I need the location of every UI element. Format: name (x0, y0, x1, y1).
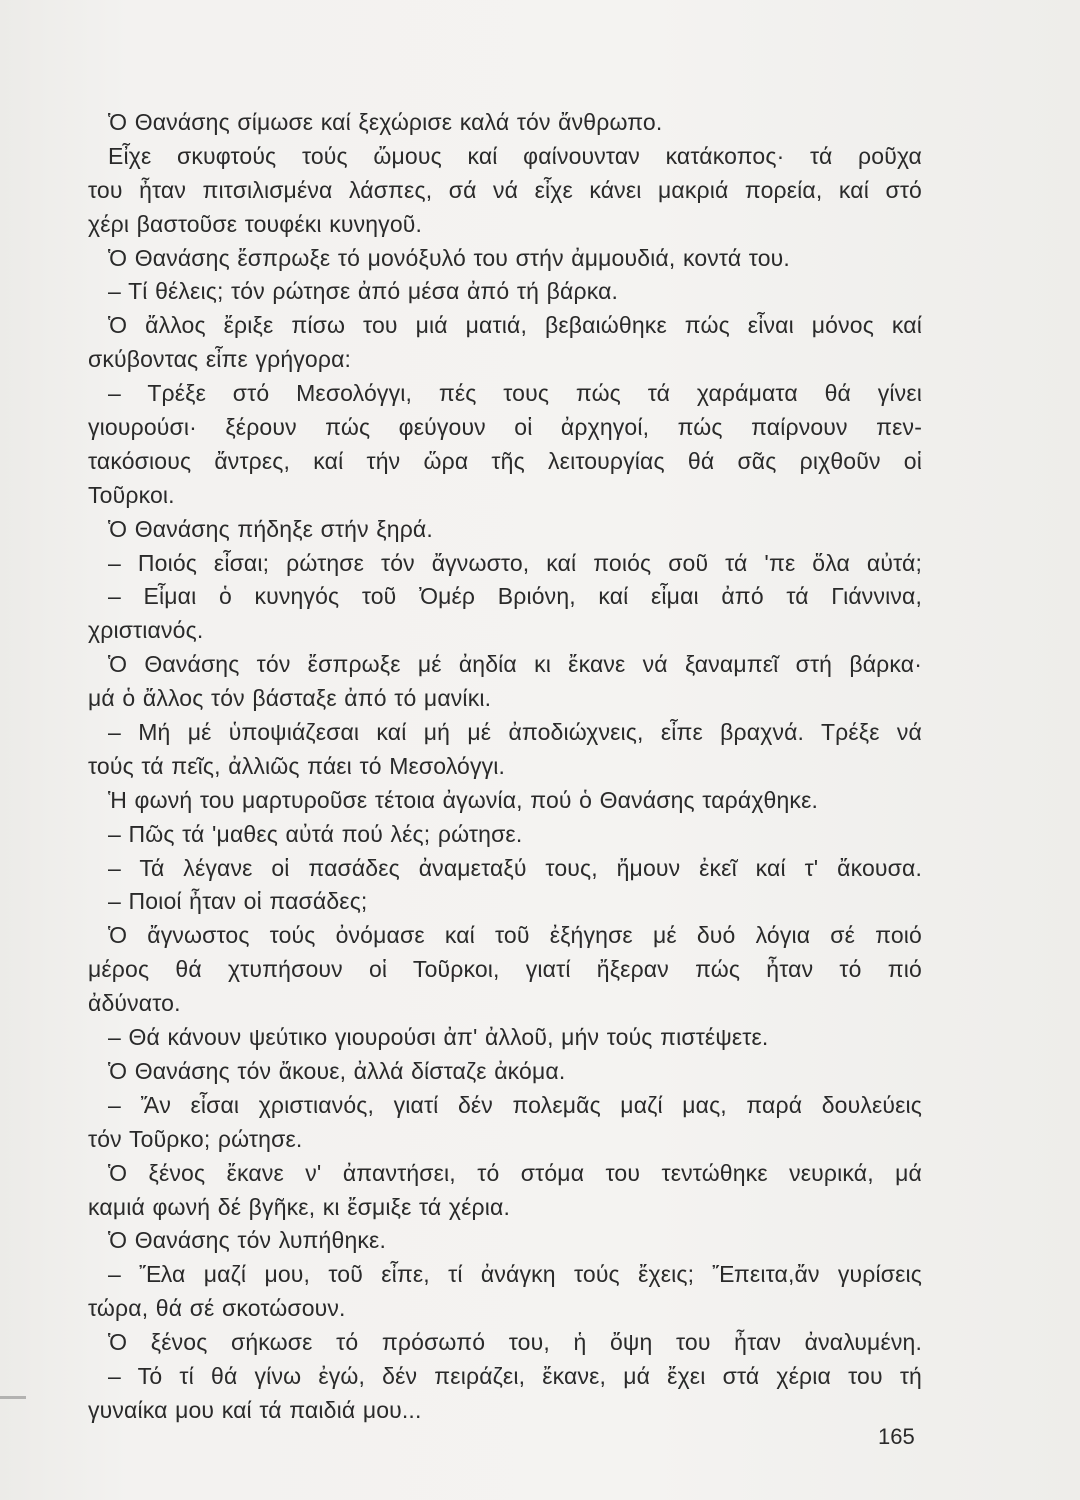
text-line: Ὁ Θανάσης σίμωσε καί ξεχώρισε καλά τόν ἄνθρωπο. (108, 109, 663, 135)
text-line: γυναίκα μου καί τά παιδιά μου... (88, 1396, 422, 1423)
text-line: τόν Τοῦρκο; ρώτησε. (88, 1125, 303, 1152)
text-line: Ὁ ἄλλος ἔριξε πίσω του μιά ματιά, βεβαιώθηκε πώς εἶναι μόνος καί (108, 312, 922, 339)
text-line: – Τό τί θά γίνω ἐγώ, δέν πειράζει, ἔκανε, μά ἔχει στά χέρια του τή (108, 1362, 922, 1389)
text-line: χριστιανός. (88, 617, 204, 644)
text-line: Ὁ ξένος ἔκανε ν' ἀπαντήσει, τό στόμα του τεντώθηκε νευρικά, μά (108, 1159, 922, 1186)
text-line: Εἶχε σκυφτούς τούς ὤμους καί φαίνουνταν κατάκοπος· τά ροῦχα (108, 142, 922, 169)
text-line: Ὁ Θανάσης τόν λυπήθηκε. (108, 1227, 386, 1254)
margin-mark (0, 1396, 26, 1399)
text-line: τακόσιους ἄντρες, καί τήν ὥρα τῆς λειτουργίας θά σᾶς ριχθοῦν οἱ (88, 447, 922, 474)
text-line: – Ποιοί ἦταν οἱ πασάδες; (108, 888, 368, 915)
text-line: – Ἔλα μαζί μου, τοῦ εἶπε, τί ἀνάγκη τούς ἔχεις; Ἔπειτα,ἄν γυρίσεις (108, 1261, 922, 1288)
text-line: τώρα, θά σέ σκοτώσουν. (88, 1295, 346, 1322)
text-line: Ὁ Θανάσης ἔσπρωξε τό μονόξυλό του στήν ἀμμουδιά, κοντά του. (108, 244, 790, 271)
text-line: Ἡ φωνή του μαρτυροῦσε τέτοια ἀγωνία, πού ὁ Θανάσης ταράχθηκε. (108, 786, 819, 813)
page-number: 165 (878, 1424, 915, 1449)
text-line: – Τρέξε στό Μεσολόγγι, πές τους πώς τά χαράματα θά γίνει (108, 380, 922, 407)
text-line: – Πῶς τά 'μαθες αὐτά πού λές; ρώτησε. (108, 820, 523, 847)
text-line: μά ὁ ἄλλος τόν βάσταξε ἀπό τό μανίκι. (88, 685, 492, 712)
text-line: Ὁ Θανάσης τόν ἄκουε, ἀλλά δίσταζε ἀκόμα. (108, 1057, 566, 1084)
text-line: Ὁ ἄγνωστος τούς ὀνόμασε καί τοῦ ἐξήγησε μέ δυό λόγια σέ ποιό (108, 922, 922, 949)
text-line: – Τά λέγανε οἱ πασάδες ἀναμεταξύ τους, ἤμουν ἐκεῖ καί τ' ἄκουσα. (108, 854, 922, 881)
text-line: – Ποιός εἶσαι; ρώτησε τόν ἄγνωστο, καί ποιός σοῦ τά 'πε ὅλα αὐτά; (108, 549, 922, 576)
text-line: του ἦταν πιτσιλισμένα λάσπες, σά νά εἶχε κάνει μακριά πορεία, καί στό (88, 176, 922, 203)
text-line: γιουρούσι· ξέρουν πώς φεύγουν οἱ ἀρχηγοί, πώς παίρνουν πεν- (88, 414, 922, 441)
text-line: μέρος θά χτυπήσουν οἱ Τοῦρκοι, γιατί ἤξεραν πώς ἦταν τό πιό (88, 956, 922, 983)
text-line: Ὁ ξένος σήκωσε τό πρόσωπό του, ἡ ὄψη του ἦταν ἀναλυμένη. (108, 1329, 922, 1356)
text-line: – Θά κάνουν ψεύτικο γιουρούσι ἀπ' ἀλλοῦ, μήν τούς πιστέψετε. (108, 1024, 769, 1051)
text-line: τούς τά πεῖς, ἀλλιῶς πάει τό Μεσολόγγι. (88, 752, 506, 779)
text-line: – Εἶμαι ὁ κυνηγός τοῦ Ὀμέρ Βριόνη, καί εἶμαι ἀπό τά Γιάννινα, (108, 583, 922, 610)
text-line: καμιά φωνή δέ βγῆκε, κι ἔσμιξε τά χέρια. (88, 1193, 511, 1220)
text-line: – Μή μέ ὑποψιάζεσαι καί μή μέ ἀποδιώχνεις, εἶπε βραχνά. Τρέξε νά (108, 719, 922, 746)
text-line: – Τί θέλεις; τόν ρώτησε ἀπό μέσα ἀπό τή βάρκα. (108, 278, 619, 305)
text-line: σκύβοντας εἶπε γρήγορα: (88, 346, 352, 373)
text-line: ἀδύνατο. (88, 990, 181, 1017)
text-line: – Ἄν εἶσαι χριστιανός, γιατί δέν πολεμᾶς μαζί μας, παρά δουλεύεις (108, 1091, 922, 1118)
text-line: χέρι βαστοῦσε τουφέκι κυνηγοῦ. (88, 210, 423, 237)
body-text (88, 106, 922, 1428)
text-line: Ὁ Θανάσης τόν ἔσπρωξε μέ ἀηδία κι ἔκανε νά ξαναμπεῖ στή βάρκα· (108, 651, 922, 678)
text-line: Ὁ Θανάσης πήδηξε στήν ξηρά. (108, 515, 433, 542)
text-line: Τοῦρκοι. (88, 481, 175, 508)
